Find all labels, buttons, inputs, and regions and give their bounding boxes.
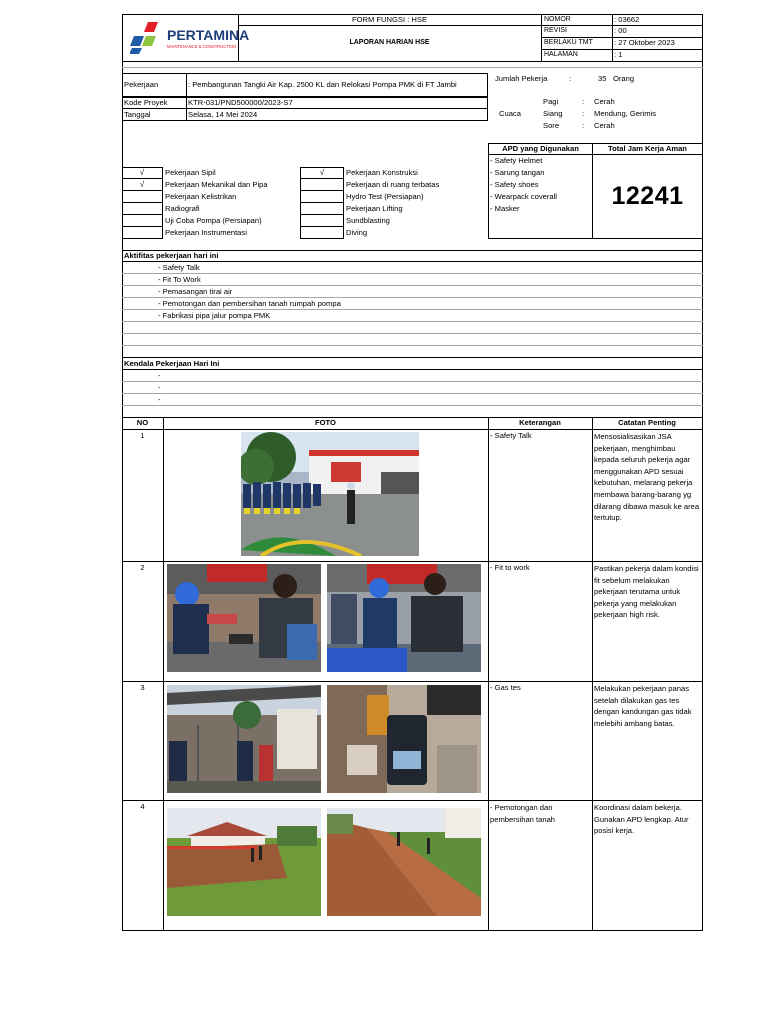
pertamina-logo	[130, 20, 170, 56]
aktifitas-title: Aktifitas pekerjaan hari ini	[124, 251, 219, 260]
jam-kerja-value: 12241	[611, 182, 684, 210]
row-keterangan: - Fit to work	[490, 563, 530, 572]
cuaca-sore-time: Sore	[543, 121, 560, 130]
divider	[238, 25, 541, 26]
meta-value-halaman: : 1	[614, 50, 623, 59]
divider	[612, 14, 613, 62]
meta-label-revisi: REVISI	[544, 27, 567, 34]
cuaca-siang-sep: :	[582, 109, 585, 118]
apd-item: - Masker	[490, 204, 520, 213]
jam-kerja-header: Total Jam Kerja Aman	[608, 144, 687, 153]
cuaca-pagi-time: Pagi	[543, 97, 559, 106]
job-label: Radiografi	[165, 204, 200, 213]
photo-gas-test-site	[167, 685, 321, 793]
cuaca-siang-value: Mendung, Gerimis	[594, 109, 657, 118]
jumlah-pekerja-value: 35	[598, 74, 607, 83]
kode-proyek-label: Kode Proyek	[124, 98, 168, 107]
row-catatan: Mensosialisasikan JSA pekerjaan, menghimbau kepada seluruh pekerja agar menggunakan APD sesuai kebutuhan, melarang pekerja membawa barang-barang yg dilarang dibawa masuk ke area tertutup.	[594, 432, 700, 523]
job-checkbox[interactable]: √	[319, 168, 325, 177]
photo-pemotongan-tanah-2	[327, 808, 481, 916]
frame-bottom	[122, 930, 703, 931]
job-label: Pekerjaan Lifting	[346, 204, 403, 213]
meta-value-nomor: : 03662	[614, 15, 640, 24]
meta-label-berlaku: BERLAKU TMT	[544, 39, 593, 46]
job-label: Sundblasting	[346, 216, 390, 225]
row-keterangan: - Pemotongan dan pembersihan tanah	[490, 803, 556, 824]
tanggal-label: Tanggal	[124, 110, 151, 119]
table-header-catatan: Catatan Penting	[618, 418, 676, 427]
cuaca-sore-value: Cerah	[594, 121, 615, 130]
meta-value-berlaku: : 27 Oktober 2023	[614, 38, 675, 47]
table-header-no: NO	[136, 418, 149, 427]
apd-item: - Safety Helmet	[490, 156, 543, 165]
row-catatan: Melakukan pekerjaan panas setelah dilakukan gas tes dengan kandungan gas tidak melebihi ambang batas.	[594, 684, 692, 728]
row-catatan: Koordinasi dalam bekerja. Gunakan APD lengkap. Atur posisi kerja.	[594, 803, 689, 836]
meta-label-halaman: HALAMAN	[544, 51, 578, 58]
apd-header: APD yang Digunakan	[502, 144, 579, 153]
cuaca-siang-time: Siang	[543, 109, 563, 118]
kendala-item: -	[158, 371, 161, 380]
row-number: 1	[140, 431, 145, 440]
aktifitas-item: - Fit To Work	[158, 275, 201, 284]
kendala-item: -	[158, 395, 161, 404]
job-checkbox[interactable]: √	[139, 168, 145, 177]
row-number: 4	[140, 802, 145, 811]
table-header-foto: FOTO	[315, 418, 336, 427]
aktifitas-item: - Pemasangan tirai air	[158, 287, 233, 296]
jumlah-pekerja-unit: Orang	[613, 74, 635, 83]
cuaca-sore-sep: :	[582, 121, 585, 130]
pekerjaan-value: : Pembangunan Tangki Air Kap. 2500 KL dan Relokasi Pompa PMK di FT Jambi	[188, 80, 457, 89]
table-header-keterangan: Keterangan	[519, 418, 561, 427]
photo-safety-talk	[241, 432, 419, 556]
meta-label-nomor: NOMOR	[544, 16, 571, 23]
pekerjaan-label: Pekerjaan	[124, 80, 159, 89]
tanggal-value: Selasa, 14 Mei 2024	[188, 110, 258, 119]
job-label: Pekerjaan Konstruksi	[346, 168, 418, 177]
apd-item: - Wearpack coverall	[490, 192, 557, 201]
row-number: 2	[140, 563, 145, 572]
cuaca-label: Cuaca	[499, 109, 521, 118]
job-label: Diving	[346, 228, 368, 237]
tanggal-row	[122, 108, 488, 121]
photo-pemotongan-tanah-1	[167, 808, 321, 916]
cuaca-pagi-value: Cerah	[594, 97, 615, 106]
row-number: 3	[140, 683, 145, 692]
apd-item: - Safety shoes	[490, 180, 539, 189]
meta-value-revisi: : 00	[614, 26, 627, 35]
aktifitas-item: - Safety Talk	[158, 263, 200, 272]
row-catatan: Pastikan pekerja dalam kondisi fit sebelum melakukan pekerjaan terutama untuk pekerja yang melakukan pekerjaan high risk.	[594, 564, 699, 620]
row-keterangan: - Gas tes	[490, 683, 521, 692]
job-label: Pekerjaan di ruang terbatas	[346, 180, 440, 189]
job-label: Hydro Test (Persiapan)	[346, 192, 424, 201]
document-title: LAPORAN HARIAN HSE	[349, 39, 430, 46]
brand-name: PERTAMINA	[167, 27, 250, 43]
photo-gas-detector	[327, 685, 481, 793]
kode-proyek-value: KTR-031/PND500000/2023-S7	[188, 98, 293, 107]
aktifitas-item: - Pemotongan dan pembersihan tanah rumpah pompa	[158, 299, 341, 308]
apd-item: - Sarung tangan	[490, 168, 545, 177]
brand-subtitle: MAINTENANCE & CONSTRUCTION	[167, 44, 237, 49]
cuaca-pagi-sep: :	[582, 97, 585, 106]
job-checkbox[interactable]: √	[139, 180, 145, 189]
photo-fit-to-work-1	[167, 564, 321, 672]
photo-fit-to-work-2	[327, 564, 481, 672]
kendala-item: -	[158, 383, 161, 392]
job-label: Pekerjaan Sipil	[165, 168, 216, 177]
divider	[541, 14, 542, 62]
job-label: Pekerjaan Kelistrikan	[165, 192, 237, 201]
jumlah-pekerja-label: Jumlah Pekerja	[495, 74, 548, 83]
form-fungsi: FORM FUNGSI : HSE	[351, 15, 428, 24]
job-label: Pekerjaan Mekanikal dan Pipa	[165, 180, 268, 189]
jumlah-pekerja-sep: :	[569, 74, 572, 83]
job-label: Pekerjaan Instrumentasi	[165, 228, 247, 237]
aktifitas-item: - Fabrikasi pipa jalur pompa PMK	[158, 311, 271, 320]
row-keterangan: - Safety Talk	[490, 431, 532, 440]
job-label: Uji Coba Pompa (Persiapan)	[165, 216, 262, 225]
kendala-title: Kendala Pekerjaan Hari Ini	[124, 359, 220, 368]
